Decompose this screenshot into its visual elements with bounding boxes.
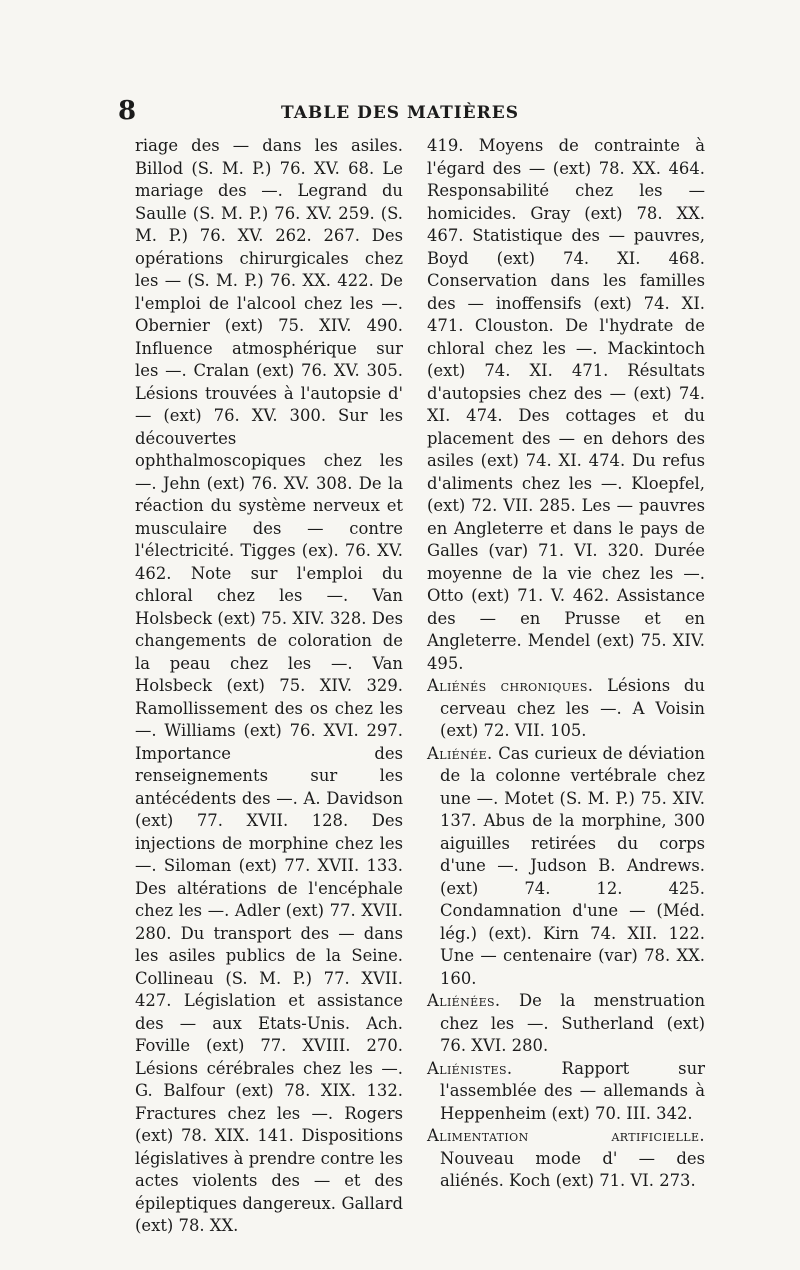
entry-heading: Aliénée.: [427, 743, 493, 763]
index-entry: [427, 1058, 705, 1126]
entry-heading: Alimentation artificielle.: [427, 1126, 705, 1145]
entry-text: Rapport sur l'assemblée des — allemands à Heppenheim (ext) 70. III. 342.: [440, 1058, 705, 1123]
index-entry: [427, 743, 705, 991]
entry-heading: Aliénés chroniques.: [427, 676, 594, 695]
right-column: [427, 135, 705, 1193]
index-entry: [427, 135, 705, 675]
left-column: [135, 135, 403, 1238]
entry-text: Nouveau mode d' — des aliénés. Koch (ext) 71. VI. 273.: [440, 1148, 705, 1190]
entry-text: Cas curieux de déviation de la colonne vertébrale chez une —. Motet (S. M. P.) 75. XIV. 137. Abus de la morphine, 300 aiguilles retirées du corps d'une —. Judson B. Andrews. (ext) 74. 12. 425. Condamnation d'une — (Méd. lég.) (ext). Kirn 74. XII. 122. Une — centenaire (var) 78. XX. 160.: [440, 743, 705, 988]
entry-heading: Aliénées.: [427, 991, 501, 1010]
running-title: TABLE DES MATIÈRES: [280, 103, 519, 123]
index-entry: [427, 675, 705, 743]
entry-text: 419. Moyens de contrainte à l'égard des — (ext) 78. XX. 464. Responsabilité chez les — homicides. Gray (ext) 78. XX. 467. Statistique des — pauvres, Boyd (ext) 74. XI. 468. Conservation dans les familles des — inoffensifs (ext) 74. XI. 471. Clouston. De l'hydrate de chloral chez les —. Mackintoch (ext) 74. XI. 471. Résultats d'autopsies chez des — (ext) 74. XI. 474. Des cottages et du placement des — en dehors des asiles (ext) 74. XI. 474. Du refus d'aliments chez les —. Kloepfel, (ext) 72. VII. 285. Les — pauvres en Angleterre et dans le pays de Galles (var) 71. VI. 320. Durée moyenne de la vie chez les —. Otto (ext) 71. V. 462. Assistance des — en Prusse et en Angleterre. Mendel (ext) 75. XIV. 495.: [427, 136, 705, 673]
page-number: 8: [118, 96, 137, 126]
entry-text: De la menstruation chez les —. Sutherland (ext) 76. XVI. 280.: [440, 991, 705, 1055]
index-entry: [427, 990, 705, 1058]
left-column-text: riage des — dans les asiles. Billod (S. M. P.) 76. XV. 68. Le mariage des —. Legrand du Saulle (S. M. P.) 76. XV. 259. (S. M. P.) 76. XV. 262. 267. Des opérations chirurgicales chez les — (S. M. P.) 76. XX. 422. De l'emploi de l'alcool chez les —. Obernier (ext) 75. XIV. 490. Influence atmosphérique sur les —. Cralan (ext) 76. XV. 305. Lésions trouvées à l'autopsie d' — (ext) 76. XV. 300. Sur les découvertes ophthalmoscopiques chez les —. Jehn (ext) 76. XV. 308. De la réaction du système nerveux et musculaire des — contre l'électricité. Tigges (ex). 76. XV. 462. Note sur l'emploi du chloral chez les —. Van Holsbeck (ext) 75. XIV. 328. Des changements de coloration de la peau chez les —. Van Holsbeck (ext) 75. XIV. 329. Ramollissement des os chez les —. Williams (ext) 76. XVI. 297. Importance des renseignements sur les antécédents des —. A. Davidson (ext) 77. XVII. 128. Des injections de morphine chez les —. Siloman (ext) 77. XVII. 133. Des altérations de l'encéphale chez les —. Adler (ext) 77. XVII. 280. Du transport des — dans les asiles publics de la Seine. Collineau (S. M. P.) 77. XVII. 427. Législation et assistance des — aux Etats-Unis. Ach. Foville (ext) 77. XVIII. 270. Lésions cérébrales chez les —. G. Balfour (ext) 78. XIX. 132. Fractures chez les —. Rogers (ext) 78. XIX. 141. Dispositions législatives à prendre contre les actes violents des — et des épileptiques dangereux. Gallard (ext) 78. XX.: [135, 136, 403, 1235]
entry-text: Lésions du cerveau chez les —. A Voisin (ext) 72. VII. 105.: [440, 676, 705, 740]
index-entry: [427, 1125, 705, 1193]
entry-heading: Aliénistes.: [427, 1058, 513, 1078]
